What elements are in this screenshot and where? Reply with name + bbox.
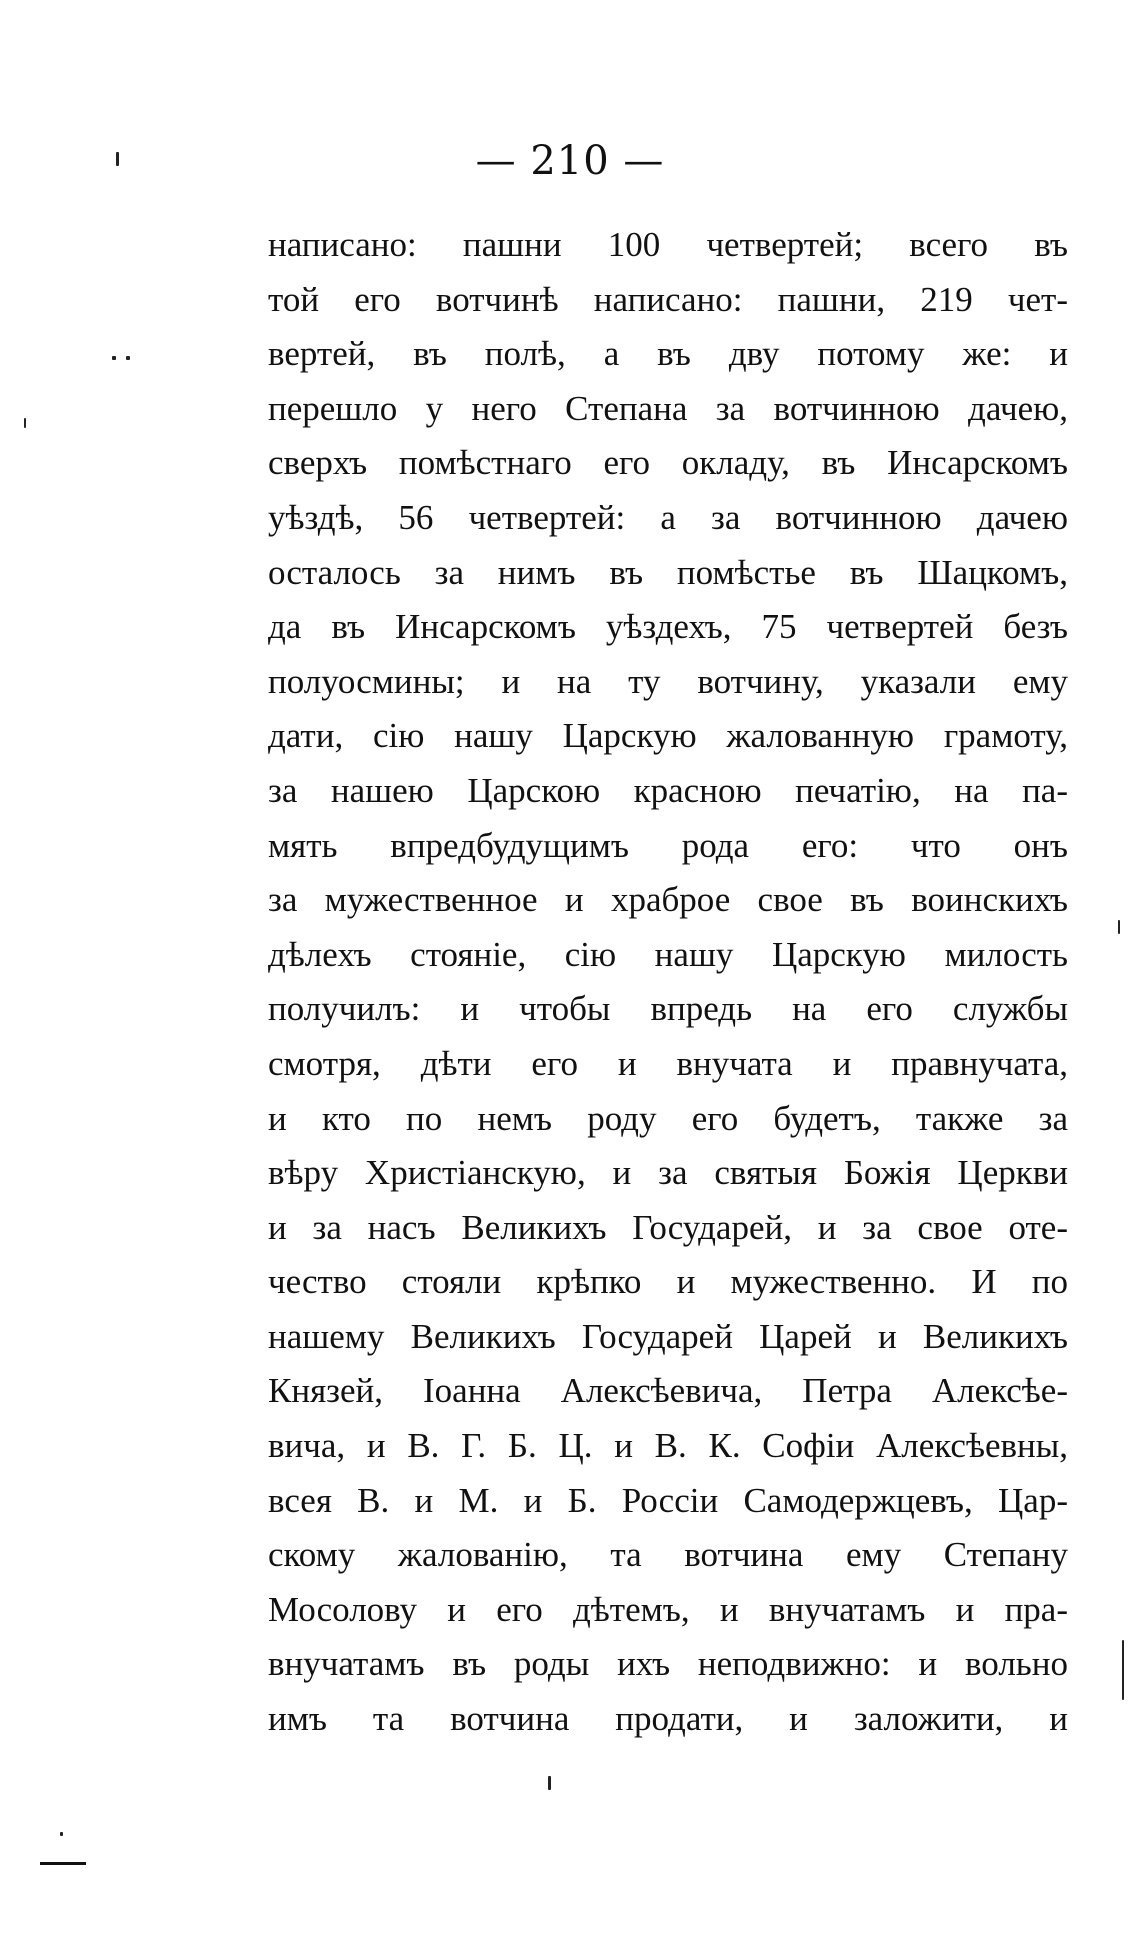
text-line: нашему Великихъ Государей Царей и Великихъ	[268, 1316, 1068, 1356]
scan-speck	[1118, 920, 1120, 934]
page-number: — 210 —	[475, 138, 665, 184]
text-line: смотря, дѣти его и внучата и правнучата,	[268, 1043, 1068, 1083]
page-body-text	[268, 218, 1068, 1747]
text-line: Князей, Іоанна Алексѣевича, Петра Алексѣе-	[268, 1371, 1068, 1411]
text-line: дѣлехъ стояніе, сію нашу Царскую милость	[268, 934, 1068, 974]
scan-speck	[112, 356, 116, 360]
text-line: Мосолову и его дѣтемъ, и внучатамъ и пра-	[268, 1589, 1068, 1629]
text-line: сверхъ помѣстнаго его окладу, въ Инсарскомъ	[268, 443, 1068, 483]
text-line: да въ Инсарскомъ уѣздехъ, 75 четвертей безъ	[268, 607, 1068, 647]
scan-edge-mark	[40, 1862, 86, 1865]
text-line: вича, и В. Г. Б. Ц. и В. К. Софіи Алексѣевны,	[268, 1426, 1068, 1466]
text-line: полуосмины; и на ту вотчину, указали ему	[268, 661, 1068, 701]
scan-speck	[116, 152, 119, 166]
scan-speck	[60, 1832, 63, 1836]
text-line: за нашею Царскою красною печатію, на па-	[268, 770, 1068, 810]
text-line: имъ та вотчина продати, и заложити, и	[268, 1699, 1068, 1739]
scan-speck	[126, 356, 130, 360]
text-line: чество стояли крѣпко и мужественно. И по	[268, 1262, 1068, 1302]
scan-speck	[548, 1776, 551, 1790]
text-line: написано: пашни 100 четвертей; всего въ	[268, 225, 1068, 264]
scan-speck	[24, 418, 26, 428]
text-line: той его вотчинѣ написано: пашни, 219 чет-	[268, 279, 1068, 319]
text-line: вертей, въ полѣ, а въ дву потому же: и	[268, 334, 1068, 374]
text-line: всея В. и М. и Б. Россіи Самодержцевъ, Цар-	[268, 1480, 1068, 1520]
text-line: и кто по немъ роду его будетъ, также за	[268, 1098, 1068, 1138]
text-line: скому жалованію, та вотчина ему Степану	[268, 1535, 1068, 1575]
scan-speck	[1122, 1640, 1124, 1700]
text-line: внучатамъ въ роды ихъ неподвижно: и вольно	[268, 1644, 1068, 1684]
text-line: и за насъ Великихъ Государей, и за свое оте-	[268, 1207, 1068, 1247]
text-line: получилъ: и чтобы впредь на его службы	[268, 989, 1068, 1029]
text-line: уѣздѣ, 56 четвертей: а за вотчинною дачею	[268, 497, 1068, 537]
text-line: дати, сію нашу Царскую жалованную грамоту,	[268, 716, 1068, 756]
text-line: осталось за нимъ въ помѣстье въ Шацкомъ,	[268, 552, 1068, 592]
text-line: за мужественное и храброе свое въ воинскихъ	[268, 880, 1068, 920]
text-line: мять впредбудущимъ рода его: что онъ	[268, 825, 1068, 865]
text-line: перешло у него Степана за вотчинною дачею,	[268, 388, 1068, 428]
text-line: вѣру Христіанскую, и за святыя Божія Церкви	[268, 1153, 1068, 1193]
